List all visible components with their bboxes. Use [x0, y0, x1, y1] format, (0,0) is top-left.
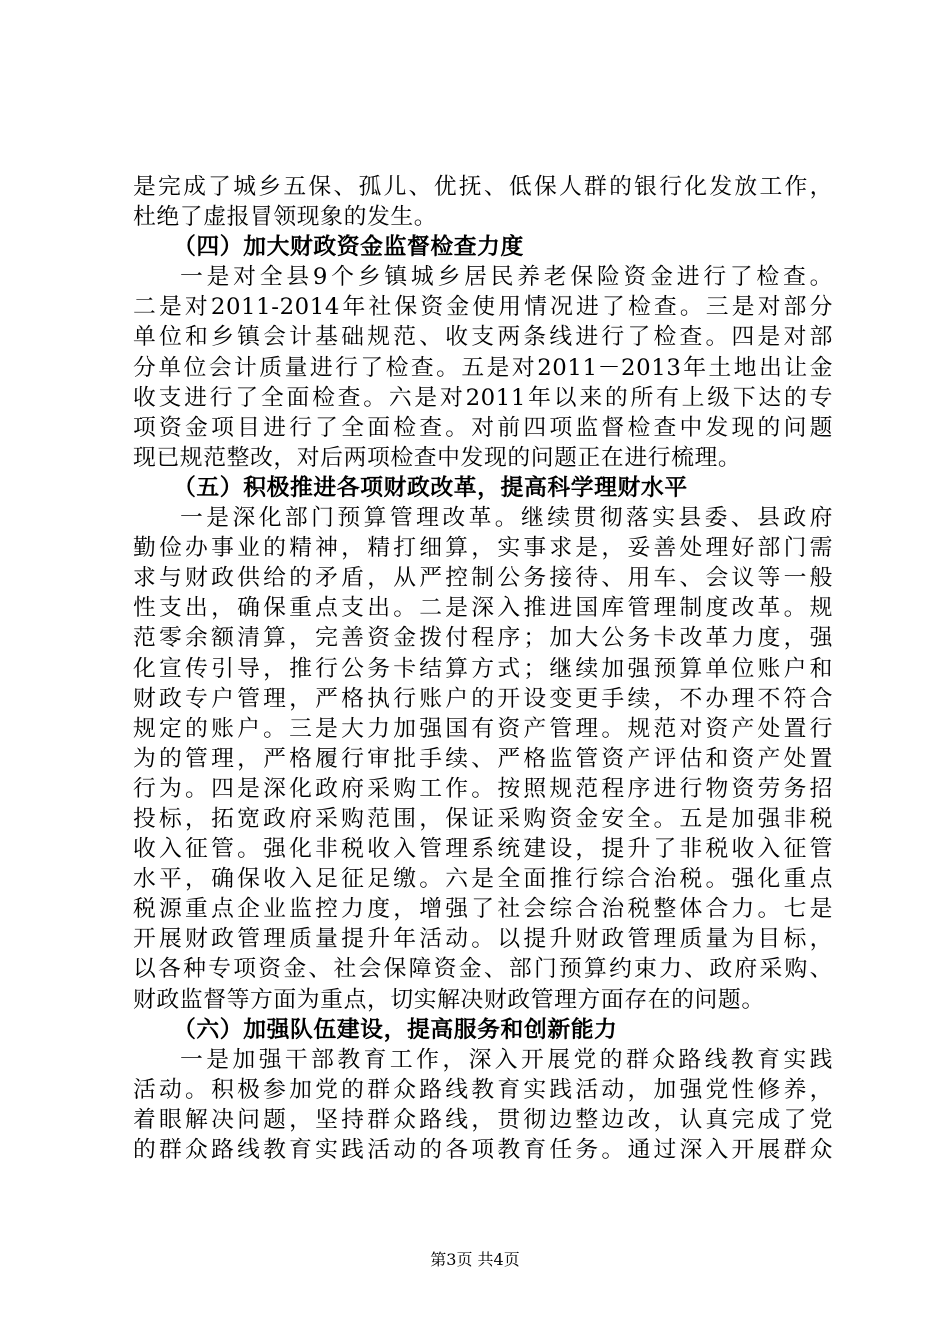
text-line: 财政专户管理，严格执行账户的开设变更手续，不办理不符合 — [133, 685, 833, 712]
text-line: 是完成了城乡五保、孤儿、优抚、低保人群的银行化发放工作， — [133, 174, 833, 200]
section-heading-5: （五）积极推进各项财政改革，提高科学理财水平 — [173, 474, 688, 501]
text-line: 一是对全县9个乡镇城乡居民养老保险资金进行了检查。 — [180, 264, 833, 291]
text-line: 求与财政供给的矛盾，从严控制公务接待、用车、会议等一般 — [133, 565, 833, 592]
section-heading-4: （四）加大财政资金监督检查力度 — [173, 234, 524, 261]
text-line: 一是深化部门预算管理改革。继续贯彻落实县委、县政府 — [180, 505, 833, 532]
text-line: 收支进行了全面检查。六是对2011年以来的所有上级下达的专 — [133, 384, 833, 411]
text-line: 财政监督等方面为重点，切实解决财政管理方面存在的问题。 — [133, 986, 765, 1013]
text-line: 单位和乡镇会计基础规范、收支两条线进行了检查。四是对部 — [133, 324, 833, 351]
text-line: 现已规范整改，对后两项检查中发现的问题正在进行梳理。 — [133, 444, 742, 471]
text-line: 规定的账户。三是大力加强国有资产管理。规范对资产处置行 — [133, 715, 833, 742]
text-line: 的群众路线教育实践活动的各项教育任务。通过深入开展群众 — [133, 1137, 833, 1163]
text-line: 税源重点企业监控力度，增强了社会综合治税整体合力。七是 — [133, 896, 833, 923]
text-line: 一是加强干部教育工作，深入开展党的群众路线教育实践 — [180, 1046, 833, 1073]
text-line: 为的管理，严格履行审批手续、严格监管资产评估和资产处置 — [133, 745, 833, 772]
text-line: 投标，拓宽政府采购范围，保证采购资金安全。五是加强非税 — [133, 805, 833, 832]
page-number: 第3页 共4页 — [430, 1250, 520, 1269]
text-line: 项资金项目进行了全面检查。对前四项监督检查中发现的问题 — [133, 414, 833, 441]
text-line: 杜绝了虚报冒领现象的发生。 — [133, 204, 438, 231]
text-line: 二是对2011-2014年社保资金使用情况进了检查。三是对部分 — [133, 294, 833, 321]
text-line: 水平，确保收入足征足缴。六是全面推行综合治税。强化重点 — [133, 866, 833, 893]
text-line: 范零余额清算，完善资金拨付程序；加大公务卡改革力度，强 — [133, 625, 833, 652]
text-line: 着眼解决问题，坚持群众路线，贯彻边整边改，认真完成了党 — [133, 1106, 833, 1133]
text-line: 化宣传引导，推行公务卡结算方式；继续加强预算单位账户和 — [133, 655, 833, 682]
text-line: 行为。四是深化政府采购工作。按照规范程序进行物资劳务招 — [133, 775, 833, 802]
text-line: 活动。积极参加党的群众路线教育实践活动，加强党性修养， — [133, 1076, 833, 1103]
text-line: 开展财政管理质量提升年活动。以提升财政管理质量为目标， — [133, 926, 833, 953]
text-line: 以各种专项资金、社会保障资金、部门预算约束力、政府采购、 — [133, 956, 833, 983]
section-heading-6: （六）加强队伍建设，提高服务和创新能力 — [173, 1016, 618, 1043]
text-line: 分单位会计质量进行了检查。五是对2011－2013年土地出让金 — [133, 354, 833, 381]
text-line: 性支出，确保重点支出。二是深入推进国库管理制度改革。规 — [133, 595, 833, 622]
text-line: 勤俭办事业的精神，精打细算，实事求是，妥善处理好部门需 — [133, 535, 833, 562]
text-line: 收入征管。强化非税收入管理系统建设，提升了非税收入征管 — [133, 836, 833, 863]
body-text — [133, 172, 833, 1165]
